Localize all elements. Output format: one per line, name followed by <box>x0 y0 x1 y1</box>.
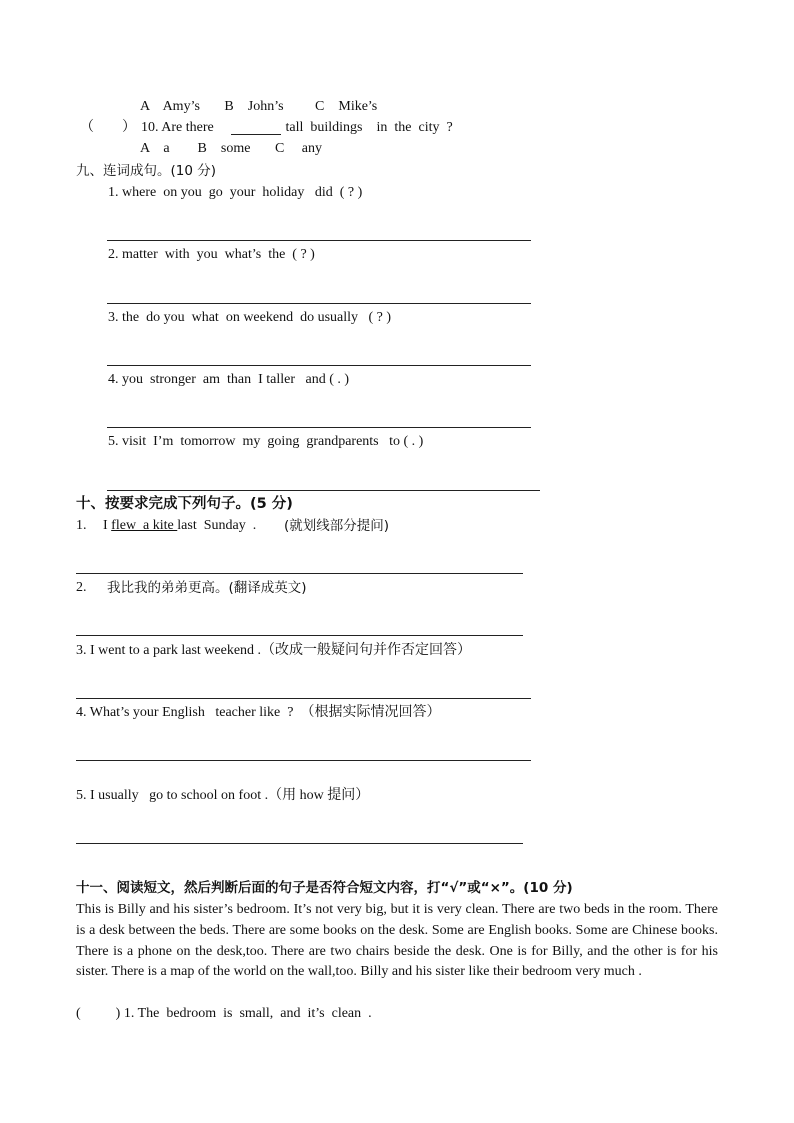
reading-passage: This is Billy and his sister’s bedroom. It’s not very big, but it is very clean. There are two beds in the room. There is a desk between the beds. There are some books on the desk. Some are English books. Some are Chinese books. There is a phone on the desk,too. There are two chairs beside the desk. One is for Billy, and the other is for his sister. There is a map of the world on the wall,too. Billy and his sister like their bedroom very much . <box>76 902 718 980</box>
section10-item-2-number: 2. <box>76 580 87 595</box>
section10-title: 十、按要求完成下列句子。(5 分) <box>76 496 293 512</box>
q9-options: A Amy’s B John’s C Mike’s <box>140 99 378 114</box>
q10-stem-start: 10. Are there <box>141 120 218 135</box>
section10-item-1-post: last Sunday . <box>177 518 257 533</box>
section10-answer-line-3[interactable] <box>76 698 531 699</box>
section9-item-4: 4. you stronger am than I taller and ( . ) <box>108 372 350 387</box>
section10-answer-line-2[interactable] <box>76 635 523 636</box>
section10-item-2-text: 我比我的弟弟更高。(翻译成英文) <box>107 580 307 596</box>
section10-item-4: 4. What’s your English teacher like ? （根据实际情况回答） <box>76 705 441 720</box>
section9-item-2: 2. matter with you what’s the ( ? ) <box>108 247 315 262</box>
section10-item-3: 3. I went to a park last weekend .（改成一般疑问句并作否定回答） <box>76 643 472 658</box>
section9-item-5: 5. visit I’m tomorrow my going grandparents to ( . ) <box>108 434 424 449</box>
section11-title: 十一、阅读短文，然后判断后面的句子是否符合短文内容，打“√”或“×”。(10 分) <box>76 880 573 896</box>
section10-answer-line-5[interactable] <box>76 843 523 844</box>
section9-item-3: 3. the do you what on weekend do usually ( ? ) <box>108 310 392 325</box>
section9-answer-line-3[interactable] <box>107 365 531 366</box>
q10-answer-paren[interactable]: （ ） <box>80 120 136 135</box>
section9-title: 九、连词成句。(10 分) <box>76 163 217 179</box>
section9-answer-line-2[interactable] <box>107 303 531 304</box>
section10-item-1-underlined: flew a kite <box>111 518 178 533</box>
section9-item-1: 1. where on you go your holiday did ( ? ) <box>108 185 363 200</box>
section10-answer-line-4[interactable] <box>76 760 531 761</box>
section10-item-5: 5. I usually go to school on foot .（用 how 提问） <box>76 788 370 803</box>
q10-blank[interactable] <box>231 134 281 135</box>
section9-answer-line-5[interactable] <box>107 490 540 491</box>
q10-stem-end: tall buildings in the city ? <box>282 120 453 135</box>
section9-answer-line-1[interactable] <box>107 240 531 241</box>
q10-options: A a B some C any <box>140 141 322 156</box>
section10-item-1-note: (就划线部分提问) <box>284 518 390 534</box>
section10-item-1-number: 1. <box>76 518 87 533</box>
section9-answer-line-4[interactable] <box>107 427 531 428</box>
section11-question-1[interactable]: ( ) 1. The bedroom is small, and it’s clean . <box>76 1006 372 1021</box>
section10-item-1-text <box>103 517 256 535</box>
section10-answer-line-1[interactable] <box>76 573 523 574</box>
section10-item-1-pre: I <box>103 518 112 533</box>
